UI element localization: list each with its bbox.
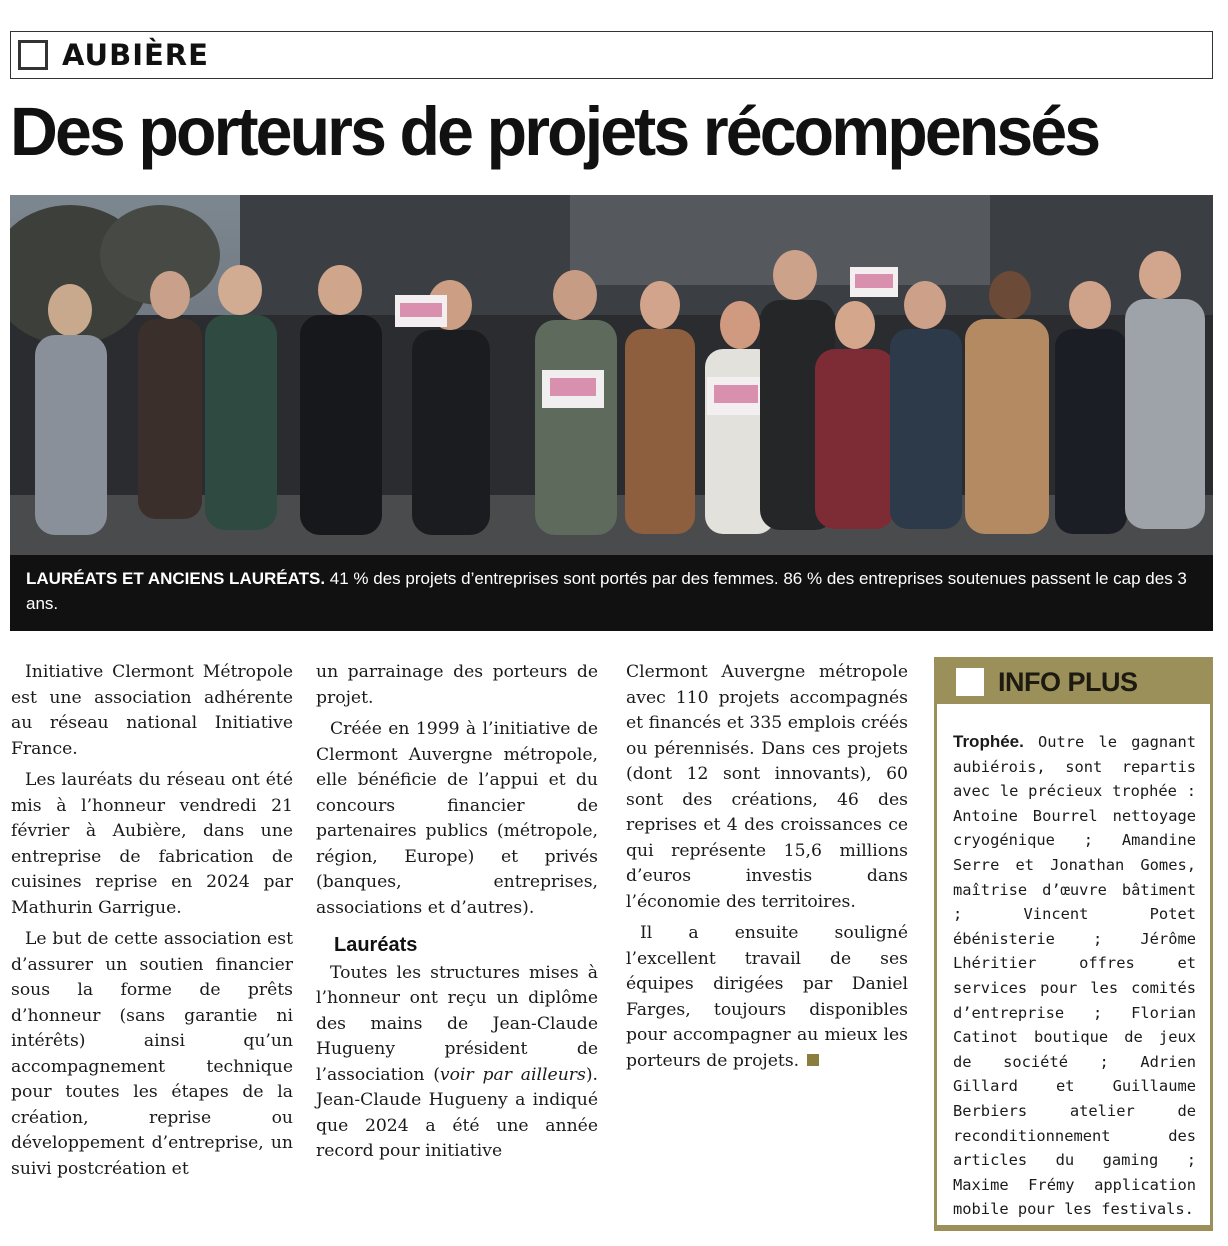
group-photo-illustration bbox=[10, 195, 1213, 555]
article-paragraph bbox=[316, 961, 598, 1165]
article-column-1 bbox=[11, 660, 293, 1188]
article-paragraph: Créée en 1999 à l’initiative de Clermont Auvergne métropole, elle bénéficie de l’appui et du concours financier de partenaires publics (métropole, région, Europe) et privés (banques, entreprises, associations et d’autres). bbox=[316, 719, 598, 918]
article-paragraph: Clermont Auvergne métropole avec 110 projets accompagnés et financés et 335 emplois créés ou pérennisés. Dans ces projets (dont 12 sont innovants), 60 sont des créations, 46 des reprises et 4 des croissances ce qui représente 15,6 millions d’euros investis dans l’économie des territoires. bbox=[626, 662, 908, 912]
info-plus-header bbox=[937, 660, 1210, 704]
info-plus-label: INFO PLUS bbox=[998, 666, 1138, 697]
caption-lead: LAURÉATS ET ANCIENS LAURÉATS. bbox=[26, 569, 326, 588]
info-box-icon bbox=[956, 668, 984, 696]
article-paragraph: Les lauréats du réseau ont été mis à l’honneur vendredi 21 février à Aubière, dans une entreprise de fabrication de cuisines reprise en 2024 par Mathurin Garrigue. bbox=[11, 770, 293, 918]
info-plus-box bbox=[934, 657, 1213, 1231]
info-plus-lead: Trophée. bbox=[953, 732, 1024, 751]
text-run: Toutes les structures mises à l’honneur ont reçu un diplôme des mains de Jean-Claude Hugueny président de l’association ( bbox=[316, 962, 598, 1085]
info-plus-text: Outre le gagnant aubiérois, sont repartis avec le précieux trophée : Antoine Bourrel nettoyage cryogénique ; Amandine Serre et Jonathan Gomes, maîtrise d’œuvre bâtiment ; Vincent Potet ébénisterie ; Jérôme Lhéritier offres et services pour les comités d’entreprise ; Florian Catinot boutique de jeux de société ; Adrien Gillard et Guillaume Berbiers atelier de reconditionnement des articles du gaming ; Maxime Frémy application mobile pour les festivals. bbox=[953, 733, 1196, 1219]
article-paragraph: Le but de cette association est d’assurer un soutien financier sous la forme de prêts d’honneur (sans garantie ni intérêts) ainsi qu’un accompagnement technique pour toutes les étapes de la création, reprise ou développement d’entreprise, un suivi postcréation et bbox=[11, 929, 293, 1179]
text-run: Il a ensuite souligné l’excellent travail de ses équipes dirigées par Daniel Farges, toujours disponibles pour accompagner au mieux les porteurs de projets. bbox=[626, 923, 908, 1071]
text-run: ). Jean-Claude Hugueny a indiqué que 2024 a été une année record pour initiative bbox=[316, 1064, 598, 1161]
article-paragraph: un parrainage des porteurs de projet. bbox=[316, 662, 598, 708]
photo-caption bbox=[10, 555, 1213, 631]
headline: Des porteurs de projets récompensés bbox=[10, 93, 1099, 170]
group-photo bbox=[10, 195, 1213, 555]
cross-reference: voir par ailleurs bbox=[439, 1064, 586, 1085]
caption-text: 41 % des projets d’entreprises sont portés par des femmes. 86 % des entreprises soutenues passent le cap des 3 ans. bbox=[26, 569, 1187, 613]
article-column-2 bbox=[316, 660, 598, 1171]
article-subhead: Lauréats bbox=[334, 934, 418, 956]
article-column-3 bbox=[626, 660, 908, 1080]
rubric-label: AUBIÈRE bbox=[62, 38, 209, 72]
article-paragraph bbox=[626, 921, 908, 1074]
section-rubric bbox=[10, 31, 1213, 79]
article-paragraph: Initiative Clermont Métropole est une association adhérente au réseau national Initiative France. bbox=[11, 662, 293, 759]
rubric-box-icon bbox=[18, 40, 48, 70]
end-of-article-icon bbox=[807, 1054, 819, 1066]
info-plus-body bbox=[937, 704, 1210, 1225]
